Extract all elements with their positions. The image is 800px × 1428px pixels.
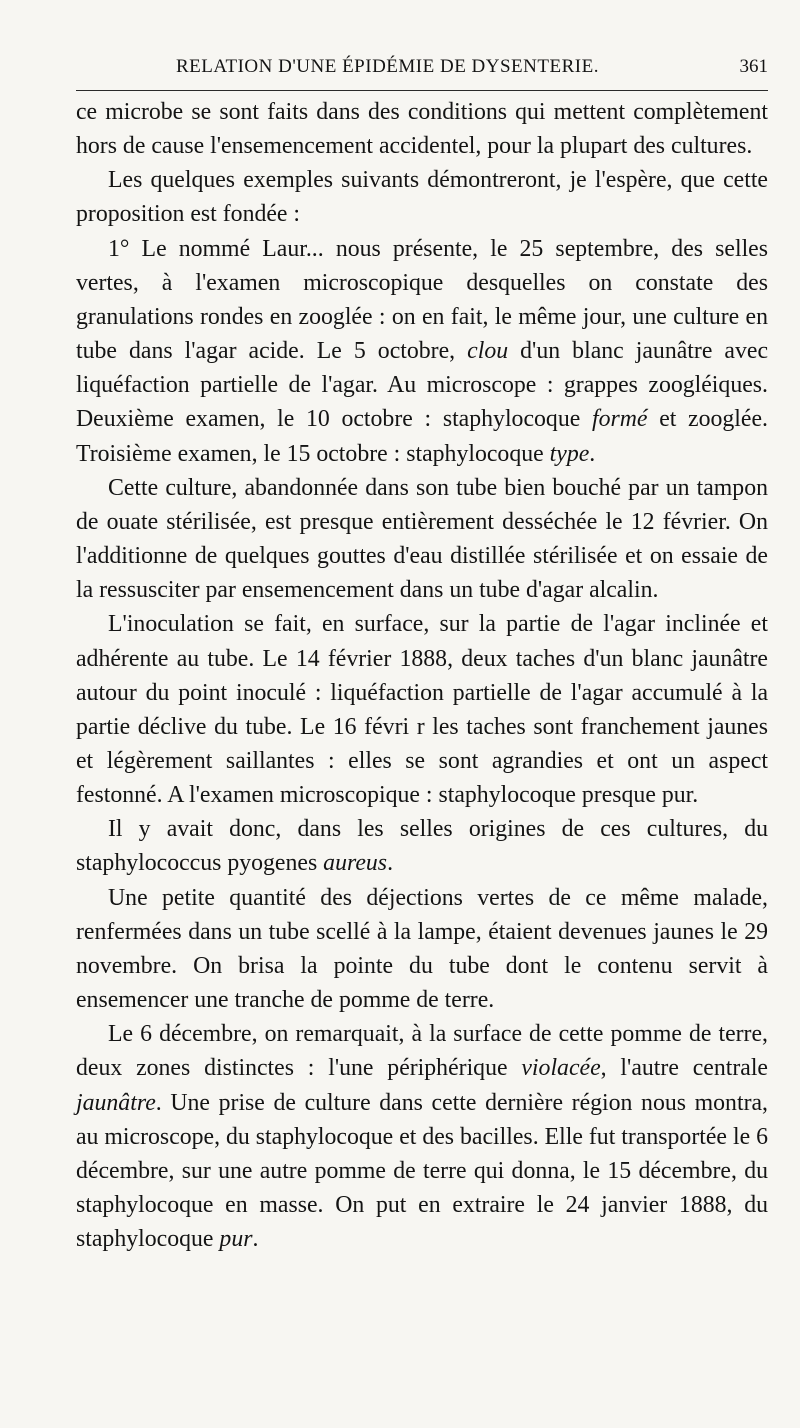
italic-text: pur — [219, 1226, 253, 1253]
text-run: Le 6 décembre, on remarquait, à la surface de cette pomme de terre, deux zones distinctes : l'une périphérique — [76, 1021, 768, 1082]
text-run: . — [252, 1226, 259, 1253]
text-run: Il y avait donc, dans les selles origines de ces cultures, du staphylococcus pyogenes — [76, 816, 768, 877]
text-run: . — [589, 440, 596, 467]
italic-text: formé — [591, 406, 648, 433]
body-text — [76, 95, 768, 1256]
text-run: L'inoculation se fait, en surface, sur la partie de l'agar inclinée et adhérente au tube. Le 14 février 1888, deux taches d'un blanc jaunâtre autour du point inoculé : liquéfaction partielle de l'agar accumulé à la partie déclive du tube. Le 16 févri r les taches sont franchement jaunes et légèrement saillantes : elles se sont agrandies et ont un aspect festonné. A l'examen microscopique : staphylocoque presque pur. — [76, 611, 768, 809]
text-run: Cette culture, abandonnée dans son tube bien bouché par un tampon de ouate stérilisée, est presque entièrement desséchée le 12 février. On l'additionne de quelques gouttes d'eau distillée stérilisée et on essaie de la ressusciter par ensemencement dans un tube d'agar alcalin. — [76, 474, 768, 604]
paragraph — [76, 95, 768, 163]
paragraph — [76, 1017, 768, 1256]
text-run: . — [387, 850, 394, 877]
italic-text: jaunâtre — [76, 1089, 156, 1116]
page-header — [76, 52, 768, 91]
italic-text: clou — [467, 338, 509, 365]
running-title: RELATION D'UNE ÉPIDÉMIE DE DYSENTERIE. — [176, 56, 599, 77]
paragraph — [76, 471, 768, 608]
text-run: d'un blanc jaunâtre avec liquéfaction partielle de l'agar. Au microscope : grappes zoogléiques. Deuxième examen, le 10 octobre : staphylocoque — [76, 338, 769, 433]
paragraph — [76, 232, 768, 471]
italic-text: aureus — [323, 850, 388, 877]
paragraph — [76, 812, 768, 880]
text-run: ce microbe se sont faits dans des conditions qui mettent complètement hors de cause l'ensemencement accidentel, pour la plupart des cultures. — [76, 99, 768, 160]
text-run: Une petite quantité des déjections vertes de ce même malade, renfermées dans un tube scellé à la lampe, étaient devenues jaunes le 29 novembre. On brisa la pointe du tube dont le contenu servit à ensemencer une tranche de pomme de terre. — [76, 884, 768, 1014]
italic-text: violacée — [521, 1055, 601, 1082]
paragraph — [76, 881, 768, 1018]
text-run: 1° Le nommé Laur... nous présente, le 25 septembre, des selles vertes, à l'examen microscopique desquelles on constate des granulations rondes en zooglée : on en fait, le même jour, une culture en tube dans l'agar acide. Le 5 octobre, — [76, 235, 768, 365]
text-run: et zooglée. Troisième examen, le 15 octobre : staphylocoque — [76, 406, 768, 467]
page-number: 361 — [739, 56, 768, 77]
text-run: Les quelques exemples suivants démontreront, je l'espère, que cette proposition est fondée : — [76, 167, 768, 228]
italic-text: type — [549, 440, 590, 467]
text-run: , l'autre centrale — [600, 1055, 768, 1082]
paragraph — [76, 163, 768, 231]
paragraph — [76, 607, 768, 812]
text-run: . Une prise de culture dans cette dernière région nous montra, au microscope, du staphylocoque et des bacilles. Elle fut transportée le 6 décembre, sur une autre pomme de terre qui donna, le 15 décembre, du staphylocoque en masse. On put en extraire le 24 janvier 1888, du staphylocoque — [76, 1089, 768, 1253]
